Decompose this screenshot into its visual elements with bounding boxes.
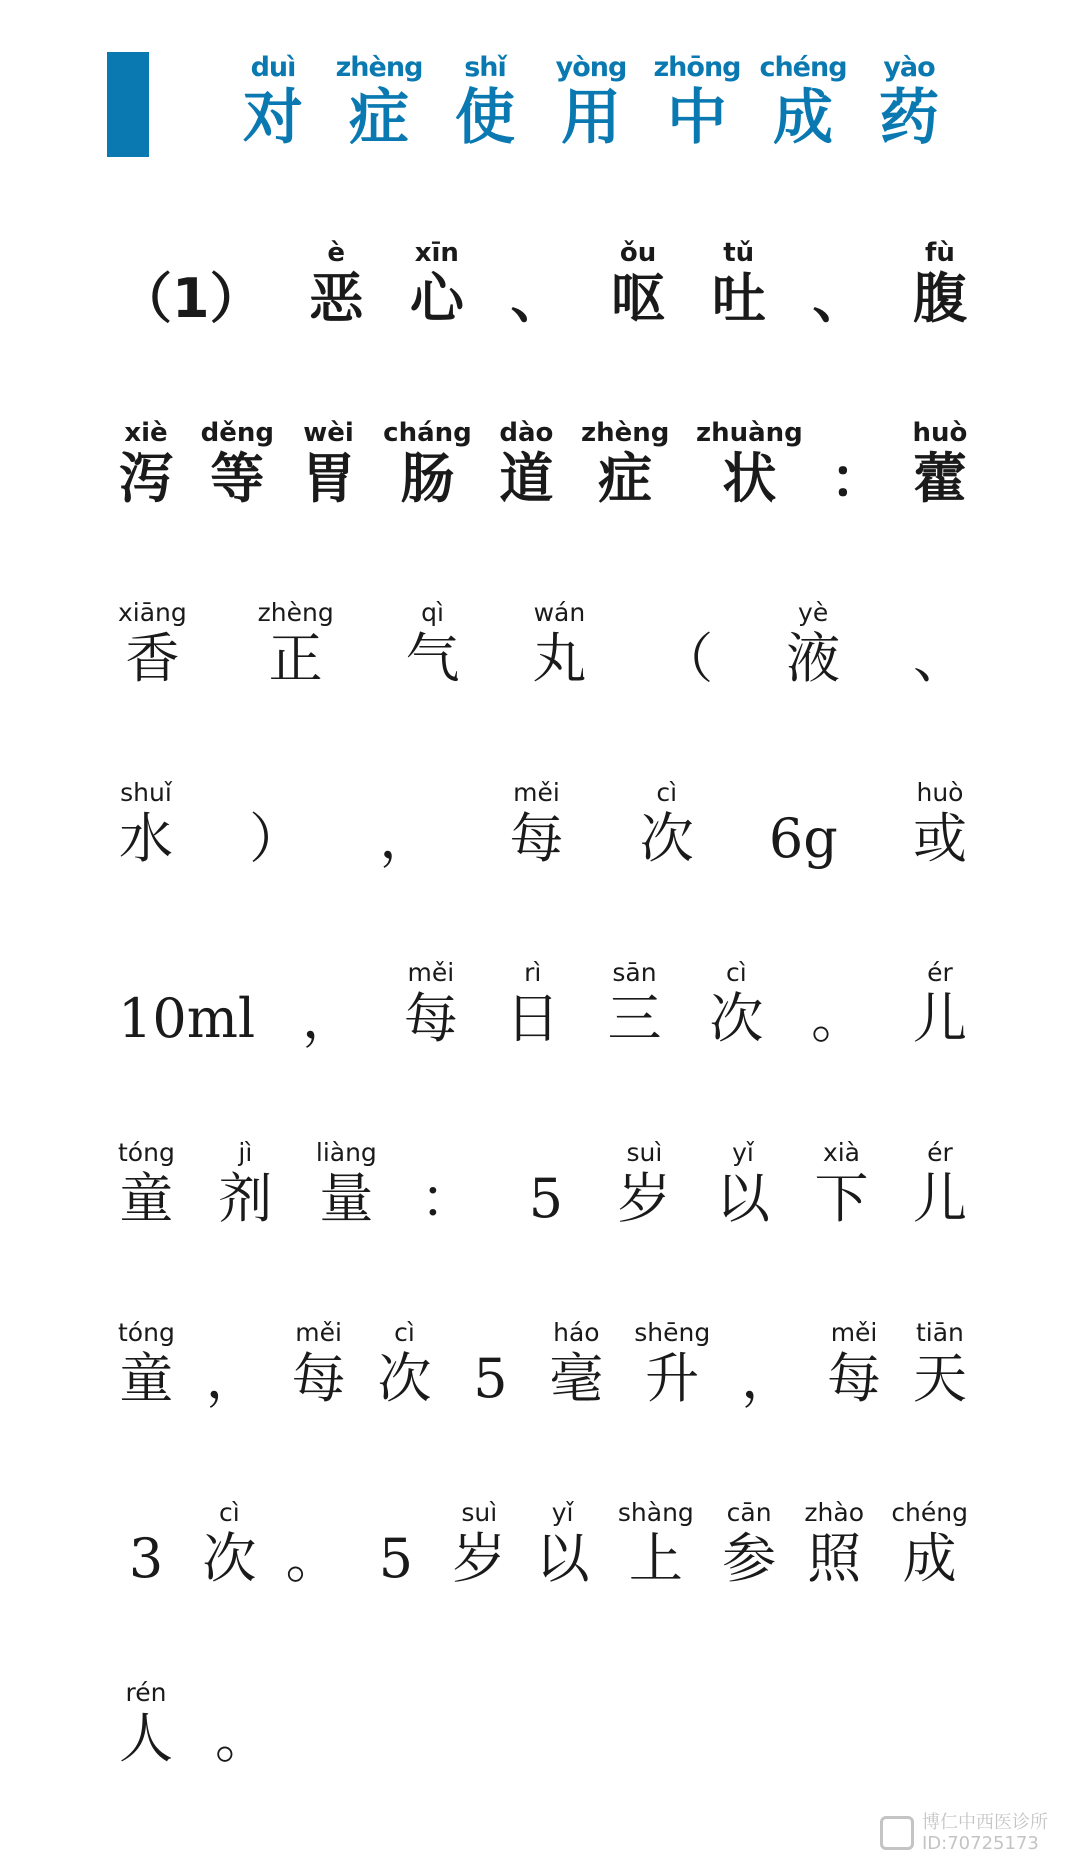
pinyin: è bbox=[327, 238, 346, 268]
hanzi: 正 bbox=[268, 627, 323, 690]
pinyin: háo bbox=[553, 1318, 600, 1347]
pinyin bbox=[912, 598, 968, 628]
title-hanzi: 中 bbox=[667, 83, 727, 153]
hanzi: ： bbox=[420, 1167, 475, 1230]
ruby-char bbox=[205, 1318, 261, 1410]
hanzi: 日 bbox=[505, 987, 560, 1050]
hanzi: 5 bbox=[473, 1347, 508, 1410]
ruby-char bbox=[721, 1498, 777, 1590]
pinyin bbox=[301, 958, 357, 988]
hanzi: 心 bbox=[409, 267, 464, 330]
ruby-char bbox=[285, 1498, 341, 1590]
hanzi: ， bbox=[205, 1347, 260, 1410]
pinyin: rì bbox=[524, 958, 542, 987]
hanzi: 等 bbox=[210, 447, 265, 510]
pinyin: cháng bbox=[383, 418, 472, 448]
pinyin: xīn bbox=[414, 238, 459, 268]
ruby-char bbox=[912, 598, 968, 690]
ruby-char bbox=[711, 238, 767, 330]
pinyin: xiāng bbox=[118, 598, 187, 627]
hanzi: 量 bbox=[319, 1167, 374, 1230]
pinyin: huò bbox=[912, 418, 968, 448]
text-line bbox=[118, 1318, 968, 1410]
pinyin: suì bbox=[626, 1138, 663, 1167]
ruby-char bbox=[377, 1318, 433, 1410]
ruby-char bbox=[214, 1678, 270, 1770]
hanzi: 10ml bbox=[118, 987, 256, 1050]
title-pinyin: yòng bbox=[555, 52, 627, 83]
title-char bbox=[538, 52, 644, 162]
hanzi: 、 bbox=[913, 627, 967, 690]
pinyin: zhào bbox=[804, 1498, 864, 1527]
hanzi: ， bbox=[741, 1347, 796, 1410]
ruby-char bbox=[201, 1498, 257, 1590]
pinyin: měi bbox=[407, 958, 455, 987]
pinyin bbox=[829, 418, 885, 448]
pinyin: huò bbox=[916, 778, 964, 807]
pinyin: chéng bbox=[891, 1498, 968, 1527]
hanzi: 岁 bbox=[617, 1167, 672, 1230]
pinyin: cì bbox=[725, 958, 747, 987]
pinyin bbox=[378, 778, 434, 808]
pinyin: shàng bbox=[617, 1498, 694, 1527]
title-char bbox=[644, 52, 750, 162]
hanzi: 6g bbox=[768, 807, 838, 870]
hanzi: 每 bbox=[509, 807, 564, 870]
ruby-char bbox=[368, 1498, 424, 1590]
text-line bbox=[118, 778, 968, 870]
hanzi: 肠 bbox=[400, 447, 455, 510]
ruby-char bbox=[118, 1678, 174, 1770]
pinyin: měi bbox=[830, 1318, 878, 1347]
ruby-char bbox=[912, 1318, 968, 1410]
hanzi: 腹 bbox=[912, 267, 967, 330]
ruby-char bbox=[118, 238, 264, 330]
hanzi: （ bbox=[659, 627, 714, 690]
title-char bbox=[750, 52, 856, 162]
pinyin: cān bbox=[726, 1498, 772, 1527]
ruby-char bbox=[811, 238, 867, 330]
ruby-char bbox=[383, 418, 472, 510]
pinyin: děng bbox=[200, 418, 274, 448]
title-pinyin: yào bbox=[883, 52, 935, 83]
ruby-char bbox=[826, 1318, 882, 1410]
hanzi: 次 bbox=[202, 1527, 257, 1590]
ruby-char bbox=[301, 958, 357, 1050]
ruby-char bbox=[217, 1138, 273, 1230]
title-char bbox=[220, 52, 326, 162]
ruby-char bbox=[405, 598, 461, 690]
title-pinyin: duì bbox=[250, 52, 296, 83]
hanzi: 症 bbox=[598, 447, 653, 510]
ruby-char bbox=[403, 958, 459, 1050]
hanzi: 吐 bbox=[711, 267, 766, 330]
title-char bbox=[856, 52, 962, 162]
ruby-char bbox=[118, 1318, 175, 1410]
ruby-char bbox=[813, 1138, 869, 1230]
ruby-char bbox=[740, 1318, 796, 1410]
pinyin: tiān bbox=[915, 1318, 964, 1347]
hanzi: 5 bbox=[528, 1167, 564, 1230]
title-pinyin: chéng bbox=[759, 52, 847, 83]
pinyin: xià bbox=[822, 1138, 860, 1167]
ruby-char bbox=[118, 1498, 174, 1590]
hanzi: 剂 bbox=[218, 1167, 273, 1230]
hanzi: 以 bbox=[715, 1167, 770, 1230]
ruby-char bbox=[696, 418, 803, 510]
hanzi: ， bbox=[302, 987, 357, 1050]
pinyin: sān bbox=[612, 958, 657, 987]
pinyin: yǐ bbox=[551, 1498, 574, 1527]
ruby-char bbox=[891, 1498, 968, 1590]
pinyin: dào bbox=[499, 418, 554, 448]
ruby-char bbox=[715, 1138, 771, 1230]
hanzi: 泻 bbox=[119, 447, 173, 510]
pinyin: wèi bbox=[303, 418, 354, 448]
pinyin bbox=[248, 778, 304, 808]
pinyin: tǔ bbox=[723, 238, 755, 268]
hanzi: 次 bbox=[709, 987, 764, 1050]
hanzi: ） bbox=[249, 807, 304, 870]
ruby-char bbox=[518, 1138, 574, 1230]
ruby-char bbox=[118, 598, 187, 690]
pinyin: suì bbox=[461, 1498, 498, 1527]
pinyin: rén bbox=[125, 1678, 167, 1707]
ruby-char bbox=[201, 418, 274, 510]
ruby-char bbox=[804, 1498, 864, 1590]
ruby-char bbox=[639, 778, 695, 870]
hanzi: 丸 bbox=[532, 627, 587, 690]
pinyin bbox=[368, 1498, 424, 1528]
ruby-char bbox=[118, 778, 174, 870]
ruby-char bbox=[248, 778, 304, 870]
pinyin bbox=[214, 1678, 270, 1708]
title-hanzi: 用 bbox=[561, 83, 621, 153]
ruby-char bbox=[610, 238, 666, 330]
title-hanzi: 使 bbox=[455, 83, 515, 153]
pinyin: zhèng bbox=[580, 418, 670, 448]
ruby-char bbox=[308, 238, 364, 330]
ruby-char bbox=[535, 1498, 591, 1590]
ruby-char bbox=[634, 1318, 710, 1410]
hanzi: 道 bbox=[499, 447, 554, 510]
ruby-char bbox=[912, 418, 968, 510]
hanzi: 胃 bbox=[301, 447, 356, 510]
hanzi: 状 bbox=[722, 447, 777, 510]
ruby-char bbox=[912, 1138, 968, 1230]
watermark-id: ID:70725173 bbox=[922, 1833, 1039, 1854]
hanzi: 。 bbox=[285, 1527, 340, 1590]
ruby-char bbox=[505, 958, 561, 1050]
ruby-char bbox=[618, 1498, 694, 1590]
pinyin: yè bbox=[798, 598, 829, 627]
pinyin: tóng bbox=[118, 1318, 175, 1347]
ruby-char bbox=[548, 1318, 604, 1410]
pinyin bbox=[419, 1138, 475, 1168]
text-line bbox=[118, 1678, 968, 1770]
ruby-char bbox=[531, 598, 587, 690]
pinyin bbox=[518, 1138, 574, 1168]
hanzi: 次 bbox=[377, 1347, 432, 1410]
ruby-char bbox=[509, 238, 565, 330]
watermark bbox=[880, 1812, 1048, 1854]
ruby-char bbox=[785, 598, 841, 690]
pinyin bbox=[205, 1318, 261, 1348]
watermark-clinic-name: 博仁中西医诊所 bbox=[922, 1812, 1048, 1833]
title-hanzi: 症 bbox=[349, 83, 409, 153]
ruby-char bbox=[658, 598, 714, 690]
title-pinyin: shǐ bbox=[464, 52, 506, 83]
hanzi: 三 bbox=[607, 987, 662, 1050]
pinyin bbox=[810, 958, 866, 988]
hanzi: 液 bbox=[786, 627, 841, 690]
hanzi: 下 bbox=[814, 1167, 869, 1230]
pinyin: zhuàng bbox=[695, 418, 803, 448]
pinyin bbox=[811, 238, 867, 268]
header-accent-bar bbox=[107, 52, 149, 157]
hanzi: 升 bbox=[645, 1347, 700, 1410]
ruby-char bbox=[258, 598, 334, 690]
hanzi: 、 bbox=[510, 267, 565, 330]
hanzi: 。 bbox=[811, 987, 866, 1050]
text-line bbox=[118, 1498, 968, 1590]
hanzi: 5 bbox=[378, 1527, 414, 1590]
hanzi: 呕 bbox=[611, 267, 666, 330]
text-line bbox=[118, 958, 968, 1050]
ruby-char bbox=[607, 958, 663, 1050]
hanzi: 气 bbox=[405, 627, 460, 690]
ruby-char bbox=[378, 778, 434, 870]
hanzi: 水 bbox=[119, 807, 173, 870]
pinyin bbox=[462, 1318, 518, 1348]
pinyin: cì bbox=[394, 1318, 415, 1347]
title-hanzi: 对 bbox=[243, 83, 303, 153]
hanzi: 香 bbox=[125, 627, 180, 690]
ruby-char bbox=[912, 958, 968, 1050]
hanzi: 童 bbox=[119, 1347, 174, 1410]
hanzi: 、 bbox=[812, 267, 867, 330]
hanzi: 次 bbox=[639, 807, 694, 870]
hanzi: 成 bbox=[902, 1527, 957, 1590]
hanzi: 儿 bbox=[913, 987, 967, 1050]
hanzi: 参 bbox=[722, 1527, 777, 1590]
ruby-char bbox=[301, 418, 357, 510]
hanzi: 3 bbox=[128, 1527, 164, 1590]
ruby-char bbox=[291, 1318, 347, 1410]
pinyin: fù bbox=[925, 238, 955, 268]
hanzi: 。 bbox=[215, 1707, 269, 1770]
ruby-char bbox=[581, 418, 669, 510]
ruby-char bbox=[829, 418, 885, 510]
title-pinyin: zhōng bbox=[653, 52, 741, 83]
pinyin bbox=[509, 238, 565, 268]
ruby-char bbox=[462, 1318, 518, 1410]
hanzi: 藿 bbox=[912, 447, 967, 510]
pinyin: shuǐ bbox=[120, 778, 172, 807]
ruby-char bbox=[118, 958, 255, 1050]
hanzi: （1） bbox=[118, 267, 264, 330]
ruby-char bbox=[912, 778, 968, 870]
pinyin: qì bbox=[421, 598, 444, 627]
pinyin: měi bbox=[513, 778, 560, 807]
pinyin bbox=[658, 598, 714, 628]
ruby-char bbox=[616, 1138, 672, 1230]
pinyin: cì bbox=[218, 1498, 240, 1527]
hanzi: 每 bbox=[827, 1347, 882, 1410]
ruby-char bbox=[912, 238, 968, 330]
hanzi: 人 bbox=[119, 1707, 173, 1770]
hanzi: 毫 bbox=[549, 1347, 604, 1410]
pinyin: shēng bbox=[634, 1318, 711, 1347]
text-line bbox=[118, 598, 968, 690]
ruby-char bbox=[498, 418, 554, 510]
title-char bbox=[326, 52, 432, 162]
title-char bbox=[432, 52, 538, 162]
pinyin: jì bbox=[238, 1138, 253, 1167]
pinyin bbox=[118, 958, 255, 988]
hanzi: 儿 bbox=[913, 1167, 967, 1230]
ruby-char bbox=[451, 1498, 507, 1590]
hanzi: ： bbox=[830, 447, 885, 510]
pinyin bbox=[769, 778, 838, 808]
pinyin: yǐ bbox=[732, 1138, 754, 1167]
title-hanzi: 药 bbox=[879, 83, 939, 153]
hanzi: 或 bbox=[912, 807, 967, 870]
hanzi: 上 bbox=[628, 1527, 683, 1590]
ruby-char bbox=[810, 958, 866, 1050]
pinyin: cì bbox=[656, 778, 678, 807]
text-line bbox=[118, 238, 968, 330]
title-pinyin: zhèng bbox=[335, 52, 423, 83]
text-line bbox=[118, 418, 968, 510]
ruby-char bbox=[118, 1138, 175, 1230]
pinyin: zhèng bbox=[257, 598, 334, 627]
page-title bbox=[220, 52, 962, 162]
clinic-logo-icon bbox=[880, 1816, 914, 1850]
hanzi: 每 bbox=[291, 1347, 346, 1410]
hanzi: 岁 bbox=[452, 1527, 507, 1590]
pinyin: xiè bbox=[124, 418, 168, 448]
ruby-char bbox=[419, 1138, 475, 1230]
pinyin: měi bbox=[295, 1318, 342, 1347]
text-line bbox=[118, 1138, 968, 1230]
pinyin: liàng bbox=[315, 1138, 377, 1167]
watermark-text bbox=[922, 1812, 1048, 1854]
ruby-char bbox=[316, 1138, 377, 1230]
pinyin: ér bbox=[927, 1138, 953, 1167]
pinyin bbox=[118, 1498, 174, 1528]
pinyin: ér bbox=[927, 958, 953, 987]
hanzi: 童 bbox=[119, 1167, 174, 1230]
title-hanzi: 成 bbox=[773, 83, 833, 153]
pinyin: ǒu bbox=[619, 238, 657, 268]
hanzi: 照 bbox=[807, 1527, 862, 1590]
hanzi: 恶 bbox=[309, 267, 364, 330]
hanzi: 每 bbox=[403, 987, 458, 1050]
pinyin: tóng bbox=[118, 1138, 175, 1167]
pinyin: wán bbox=[533, 598, 586, 627]
hanzi: ， bbox=[379, 807, 434, 870]
ruby-char bbox=[509, 778, 565, 870]
ruby-char bbox=[769, 778, 838, 870]
hanzi: 天 bbox=[912, 1347, 967, 1410]
pinyin bbox=[285, 1498, 341, 1528]
hanzi: 以 bbox=[535, 1527, 590, 1590]
pinyin bbox=[118, 238, 264, 268]
ruby-char bbox=[409, 238, 465, 330]
ruby-char bbox=[118, 418, 174, 510]
pinyin bbox=[740, 1318, 796, 1348]
ruby-char bbox=[708, 958, 764, 1050]
